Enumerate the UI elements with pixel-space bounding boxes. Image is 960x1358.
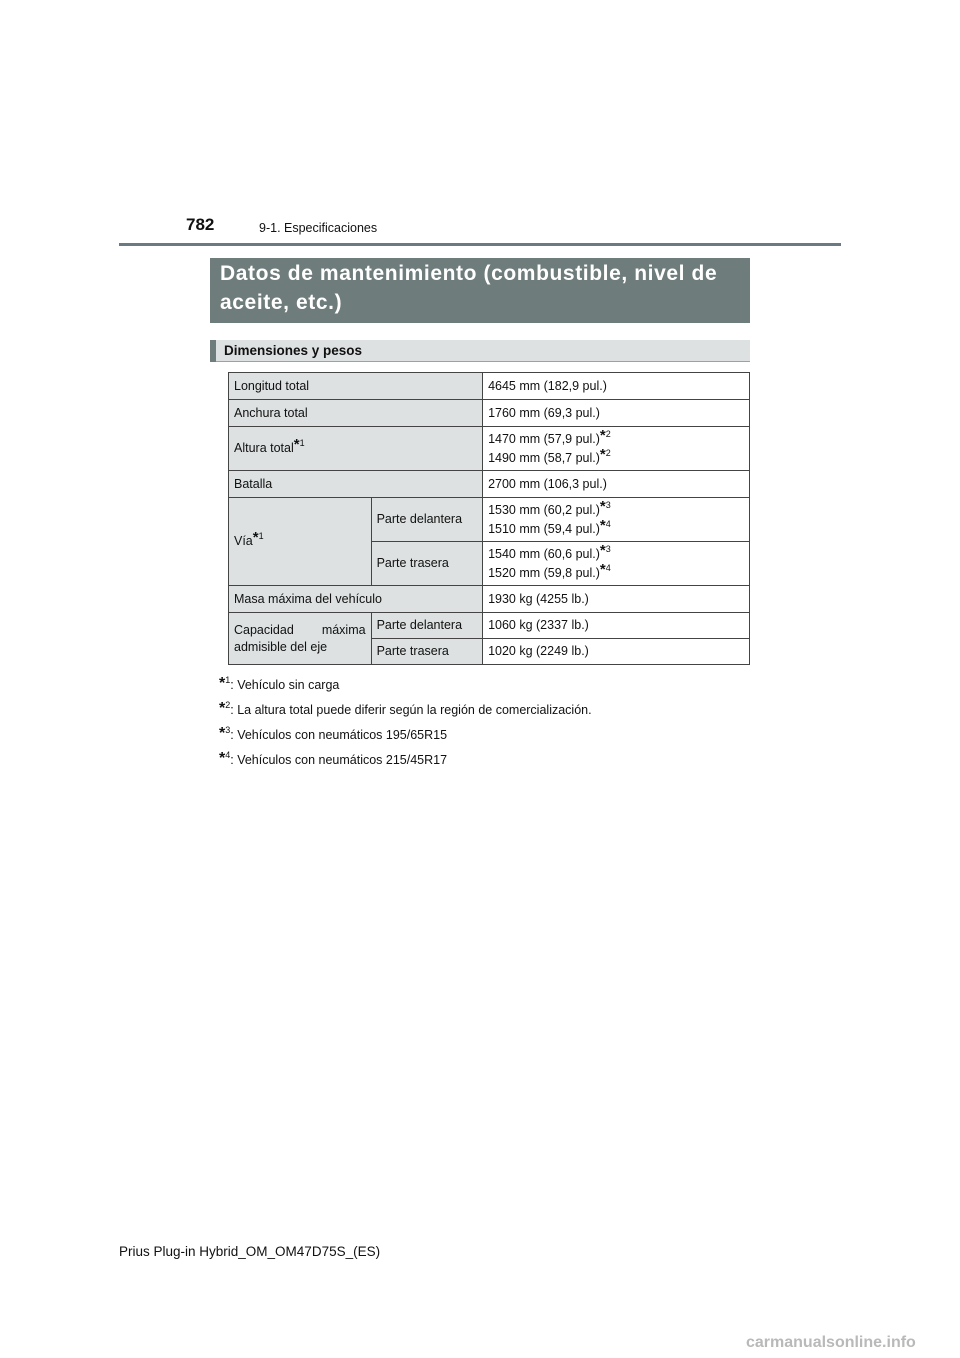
footnote-star: * — [219, 675, 226, 692]
dimensions-table — [228, 372, 750, 665]
subsection-marker — [210, 340, 216, 362]
row-value — [483, 498, 750, 542]
row-label — [229, 498, 372, 586]
row-value — [483, 427, 750, 471]
table-row — [229, 471, 750, 498]
footnote-star: * — [219, 750, 226, 767]
table-row — [229, 400, 750, 427]
document-footer: Prius Plug-in Hybrid_OM_OM47D75S_(ES) — [119, 1244, 381, 1259]
footnote-number: 4 — [605, 518, 611, 529]
row-label: Masa máxima del vehículo — [229, 586, 483, 613]
value-text: 1540 mm (60,6 pul.) — [488, 546, 600, 561]
footnote-number: 1 — [258, 531, 264, 541]
row-label: Capacidad máxima admisible del eje — [229, 613, 372, 665]
row-label — [229, 427, 483, 471]
row-value — [483, 542, 750, 586]
table-row — [229, 498, 750, 542]
table-row — [229, 586, 750, 613]
value-line — [488, 516, 744, 539]
sub-label: Parte delantera — [371, 613, 482, 639]
row-value: 2700 mm (106,3 pul.) — [483, 471, 750, 498]
watermark: carmanualsonline.info — [746, 1334, 916, 1351]
footnotes — [219, 672, 592, 772]
footnote-star: * — [599, 426, 606, 444]
row-value: 1020 kg (2249 lb.) — [483, 639, 750, 665]
footnote-text: : Vehículo sin carga — [230, 678, 340, 692]
footnote-number: 3 — [605, 499, 611, 510]
footnote-number: 3 — [225, 725, 231, 735]
row-value: 1760 mm (69,3 pul.) — [483, 400, 750, 427]
footnote-star: * — [599, 445, 606, 463]
row-value: 1930 kg (4255 lb.) — [483, 586, 750, 613]
table-row — [229, 427, 750, 471]
subsection-label: Dimensiones y pesos — [224, 343, 363, 358]
footnote — [219, 747, 592, 772]
footnote-number: 2 — [605, 428, 611, 439]
footnote-star: * — [599, 541, 606, 559]
footnote-number: 2 — [605, 447, 611, 458]
value-text: 1520 mm (59,8 pul.) — [488, 565, 600, 580]
value-line — [488, 560, 744, 583]
footnote-star: * — [599, 560, 606, 578]
footnote-star: * — [599, 516, 606, 534]
subsection-heading — [210, 340, 750, 362]
table-row — [229, 373, 750, 400]
footnote-number: 2 — [225, 700, 231, 710]
section-reference: 9-1. Especificaciones — [259, 221, 378, 235]
value-text: 1510 mm (59,4 pul.) — [488, 521, 600, 536]
row-label: Longitud total — [229, 373, 483, 400]
footnote-star: * — [293, 436, 300, 453]
value-line — [488, 445, 744, 468]
footnote-star: * — [599, 497, 606, 515]
footnote — [219, 722, 592, 747]
label-text: Altura total — [234, 441, 294, 455]
sub-label: Parte delantera — [371, 498, 482, 542]
row-label: Batalla — [229, 471, 483, 498]
value-line — [488, 497, 744, 520]
footnote — [219, 697, 592, 722]
footnote-number: 1 — [225, 675, 231, 685]
footnote-number: 1 — [299, 438, 305, 448]
section-title: Datos de mantenimiento (combustible, nivel de aceite, etc.) — [210, 258, 750, 323]
footnote-number: 4 — [225, 750, 231, 760]
footnote-star: * — [219, 700, 226, 717]
row-value: 4645 mm (182,9 pul.) — [483, 373, 750, 400]
row-label: Anchura total — [229, 400, 483, 427]
footnote-star: * — [219, 725, 226, 742]
page-number: 782 — [186, 215, 215, 234]
table-row — [229, 613, 750, 639]
value-line — [488, 541, 744, 564]
value-text: 1490 mm (58,7 pul.) — [488, 450, 600, 465]
value-text: 1530 mm (60,2 pul.) — [488, 502, 600, 517]
footnote-number: 3 — [605, 543, 611, 554]
footnote-star: * — [252, 529, 259, 546]
sub-label: Parte trasera — [371, 639, 482, 665]
row-value: 1060 kg (2337 lb.) — [483, 613, 750, 639]
footnote — [219, 672, 592, 697]
sub-label: Parte trasera — [371, 542, 482, 586]
label-text: Vía — [234, 534, 253, 548]
footnote-text: : Vehículos con neumáticos 195/65R15 — [230, 728, 448, 742]
header-rule — [119, 243, 841, 246]
footnote-text: : Vehículos con neumáticos 215/45R17 — [230, 753, 448, 767]
value-line — [488, 426, 744, 449]
value-text: 1470 mm (57,9 pul.) — [488, 431, 600, 446]
footnote-number: 4 — [605, 562, 611, 573]
footnote-text: : La altura total puede diferir según la región de comercialización. — [230, 703, 592, 717]
